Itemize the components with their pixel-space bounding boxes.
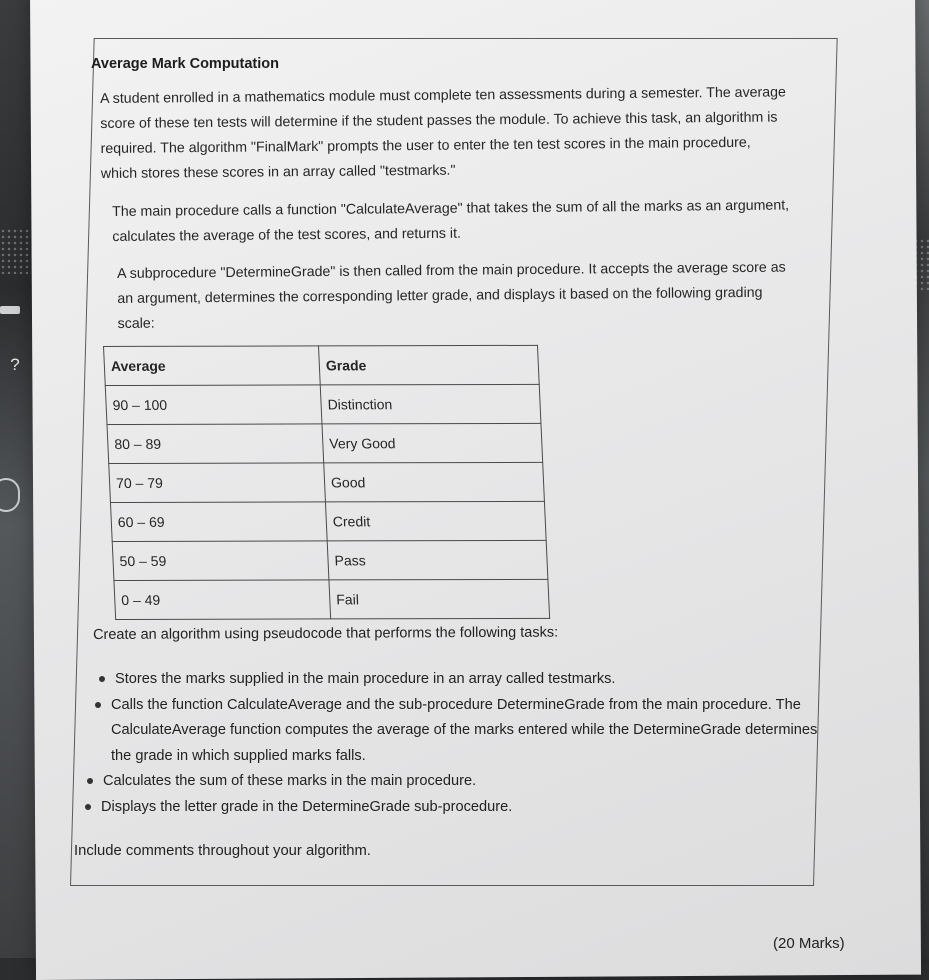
task-text: Stores the marks supplied in the main procedure in an array called testmarks. xyxy=(115,671,616,687)
grade-cell: Good xyxy=(324,462,545,502)
average-cell: 50 – 59 xyxy=(112,541,329,581)
task-text: Calls the function CalculateAverage and the sub-procedure DetermineGrade from the main procedure. The CalculateAverage function computes the average of the marks entered while the DetermineGrade determines the grade in which supplied marks falls. xyxy=(111,696,818,764)
task-text: Displays the letter grade in the DetermineGrade sub-procedure. xyxy=(101,798,513,815)
marks-allocation: (20 Marks) xyxy=(773,935,845,952)
list-item xyxy=(70,769,818,795)
comments-note: Include comments throughout your algorithm. xyxy=(74,843,371,859)
subprocedure-paragraph: A subprocedure "DetermineGrade" is then called from the main procedure. It accepts the average score as an argument, determines the corresponding letter grade, and displays it based on the following grading scale: xyxy=(117,259,786,332)
table-row xyxy=(112,540,548,580)
table-row xyxy=(110,501,546,541)
average-cell: 80 – 89 xyxy=(107,424,324,464)
grade-cell: Fail xyxy=(329,579,550,619)
table-row xyxy=(109,462,545,502)
function-paragraph: The main procedure calls a function "CalculateAverage" that takes the sum of all the marks as an argument, calculates the average of the test scores, and returns it. xyxy=(112,197,790,245)
grade-cell: Distinction xyxy=(320,384,541,424)
table-header-row xyxy=(104,345,540,385)
list-item xyxy=(82,667,818,693)
header-average: Average xyxy=(104,346,321,386)
grade-cell: Credit xyxy=(325,501,546,541)
table-row xyxy=(114,579,550,619)
bullet-icon xyxy=(87,778,93,784)
bullet-icon xyxy=(85,804,91,810)
header-grade: Grade xyxy=(318,345,539,385)
bullet-icon xyxy=(95,702,101,708)
table-row xyxy=(107,423,543,463)
average-cell: 0 – 49 xyxy=(114,580,331,620)
list-item xyxy=(68,795,818,821)
question-title: Average Mark Computation xyxy=(91,56,279,72)
average-cell: 60 – 69 xyxy=(110,502,327,542)
intro-paragraph: A student enrolled in a mathematics module must complete ten assessments during a semester. The average score of these ten tests will determine if the student passes the module. To achieve this task, an algorithm is required. The algorithm "FinalMark" prompts the user to enter the ten test scores in the main procedure, which stores these scores in an array called "testmarks." xyxy=(100,84,786,182)
task-list xyxy=(78,667,818,820)
grading-scale-table xyxy=(103,345,550,620)
table-row xyxy=(105,384,541,424)
grade-cell: Pass xyxy=(327,540,548,580)
list-item xyxy=(78,693,818,770)
task-instruction: Create an algorithm using pseudocode that performs the following tasks: xyxy=(93,624,559,643)
average-cell: 70 – 79 xyxy=(109,463,326,503)
help-key: ? xyxy=(10,355,20,374)
task-text: Calculates the sum of these marks in the main procedure. xyxy=(103,773,477,789)
grade-cell: Very Good xyxy=(322,423,543,463)
bullet-icon xyxy=(99,676,105,682)
average-cell: 90 – 100 xyxy=(105,385,322,425)
